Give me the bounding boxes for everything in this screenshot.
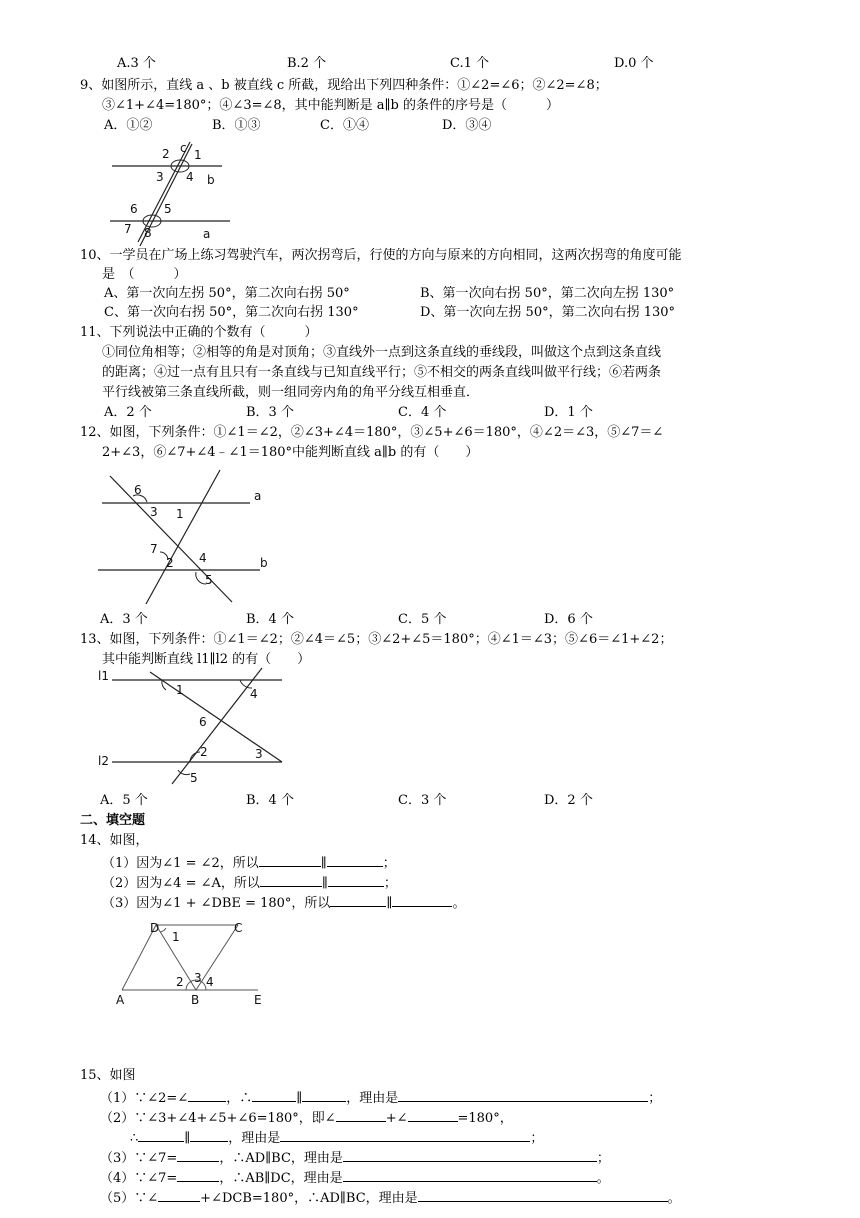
q15-item-2-cont <box>130 1128 543 1147</box>
q15-item-5-blank-reason[interactable] <box>418 1188 668 1202</box>
q8-option-c: C.1 个 <box>450 56 490 71</box>
q9-fig-label-b: b <box>207 173 215 187</box>
q15-item-5-c: 。 <box>667 1191 681 1206</box>
q9-fig-label-6: 6 <box>130 202 138 216</box>
q15-item-1-blank-2[interactable] <box>252 1088 296 1102</box>
q15-item-1-blank-3[interactable] <box>302 1088 346 1102</box>
q14-item-3-prefix: （3）因为∠1 + ∠DBE = 180°，所以 <box>102 896 331 911</box>
q15-item-2-d: ∴ <box>130 1131 139 1146</box>
q10-option-b: B、第一次向右拐 50°，第二次向左拐 130° <box>420 286 675 301</box>
q12-line2: 2+∠3，⑥∠7+∠4﹣∠1＝180°中能判断直线 a∥b 的有（ ） <box>102 445 479 460</box>
q11-line3: 的距离；④过一点有且只有一条直线与已知直线平行；⑤不相交的两条直线叫做平行线；⑥若两条 <box>102 365 662 380</box>
q11-option-b: B．3 个 <box>246 405 294 420</box>
q9-option-d: D．③④ <box>442 118 492 133</box>
q15-item-1-a: （1）∵∠2=∠ <box>100 1091 189 1106</box>
q15-item-3-c: ； <box>596 1151 610 1166</box>
q15-item-4-b: ，∴AB∥DC，理由是 <box>219 1171 343 1186</box>
q9-fig-label-3: 3 <box>156 170 164 184</box>
q15-item-2-g: ； <box>530 1131 544 1146</box>
q15-item-4-a: （4）∵∠7= <box>100 1171 178 1186</box>
q11-option-c: C．4 个 <box>398 405 447 420</box>
q9-line2: ③∠1+∠4=180°；④∠3=∠8，其中能判断是 a∥b 的条件的序号是（ ） <box>102 98 559 113</box>
q14-fig-label-2: 2 <box>176 975 184 989</box>
q15-item-3-blank-reason[interactable] <box>343 1148 597 1162</box>
q10-option-a: A、第一次向左拐 50°，第二次向右拐 50° <box>104 286 350 301</box>
q15-item-5 <box>100 1188 681 1207</box>
q12-fig-label-b: b <box>260 556 268 570</box>
q8-option-a: A.3 个 <box>117 56 156 71</box>
q9-fig-label-4: 4 <box>186 170 194 184</box>
q13-fig-label-2: 2 <box>200 745 208 759</box>
q14-item-1-prefix: （1）因为∠1 = ∠2，所以 <box>102 856 259 871</box>
q15-item-3 <box>100 1148 610 1167</box>
q15-item-4-blank-1[interactable] <box>177 1168 219 1182</box>
q8-option-d: D.0 个 <box>614 56 654 71</box>
q14-fig-label-a: A <box>116 993 125 1007</box>
q14-fig-label-d: D <box>150 921 160 935</box>
q15-item-2-a: （2）∵∠3+∠4+∠5+∠6=180°，即∠ <box>100 1111 336 1126</box>
q13-fig-label-1: 1 <box>176 683 184 697</box>
q13-line1: 13、如图，下列条件：①∠1＝∠2；②∠4＝∠5；③∠2+∠5＝180°；④∠1＝∠3；⑤∠6＝∠1+∠2； <box>80 632 673 647</box>
q14-item-2-sep: ∥ <box>321 876 328 891</box>
q12-fig-label-6: 6 <box>134 483 142 497</box>
q13-option-a: A．5 个 <box>100 793 148 808</box>
q9-fig-label-a: a <box>203 227 211 241</box>
q14-fig-label-b: B <box>191 993 200 1007</box>
q13-fig-label-4: 4 <box>250 687 258 701</box>
q14-item-1-sep: ∥ <box>320 856 327 871</box>
q15-item-1-d: ，理由是 <box>346 1091 399 1106</box>
q15-item-2 <box>100 1108 513 1127</box>
q14-item-3-end: 。 <box>452 896 466 911</box>
q13-fig-label-5: 5 <box>190 771 198 785</box>
q15-item-1-blank-reason[interactable] <box>398 1088 648 1102</box>
q15-item-2-e: ∥ <box>184 1131 191 1146</box>
q15-item-2-blank-reason[interactable] <box>280 1128 530 1142</box>
q10-option-d: D、第一次向左拐 50°，第二次向右拐 130° <box>420 305 676 320</box>
q11-line4: 平行线被第三条直线所截，则一组同旁内角的角平分线互相垂直． <box>102 385 480 400</box>
q14-fig-label-1: 1 <box>172 930 180 944</box>
q15-item-2-blank-1[interactable] <box>336 1108 386 1122</box>
q15-item-3-b: ，∴AD∥BC，理由是 <box>219 1151 343 1166</box>
q9-fig-label-5: 5 <box>164 202 172 216</box>
q15-item-4-c: 。 <box>596 1171 610 1186</box>
q15-item-1-b: ，∴ <box>226 1091 253 1106</box>
q13-line2: 其中能判断直线 l1∥l2 的有（ ） <box>102 652 311 667</box>
q15-item-5-b: +∠DCB=180°，∴AD∥BC，理由是 <box>200 1191 418 1206</box>
q15-item-2-blank-4[interactable] <box>190 1128 228 1142</box>
q15-item-2-b: +∠ <box>385 1111 408 1126</box>
q13-fig-label-l2: l2 <box>98 754 109 768</box>
q11-option-d: D．1 个 <box>544 405 593 420</box>
q14-item-2-prefix: （2）因为∠4 = ∠A，所以 <box>102 876 260 891</box>
q12-option-a: A．3 个 <box>100 612 148 627</box>
q13-fig-label-6: 6 <box>199 715 207 729</box>
q9-fig-label-c: c <box>180 141 187 155</box>
q15-item-2-blank-2[interactable] <box>408 1108 458 1122</box>
q9-fig-label-2: 2 <box>162 147 170 161</box>
q15-item-3-blank-1[interactable] <box>177 1148 219 1162</box>
q14-fig-label-4: 4 <box>206 975 214 989</box>
q15-item-3-a: （3）∵∠7= <box>100 1151 178 1166</box>
q15-item-2-blank-3[interactable] <box>138 1128 184 1142</box>
q15-item-1-e: ； <box>648 1091 662 1106</box>
q12-fig-label-2: 2 <box>166 556 174 570</box>
q9-fig-label-8: 8 <box>144 226 152 240</box>
q15-item-5-blank-1[interactable] <box>158 1188 200 1202</box>
section-title-fill-in: 二、填空题 <box>80 813 146 828</box>
q13-option-d: D．2 个 <box>544 793 593 808</box>
q15-item-5-a: （5）∵∠ <box>100 1191 159 1206</box>
q14-fig-label-3: 3 <box>194 971 202 985</box>
q9-fig-label-1: 1 <box>194 148 202 162</box>
q14-fig-label-c: C <box>234 921 243 935</box>
q12-line1: 12、如图，下列条件：①∠1＝∠2，②∠3+∠4＝180°，③∠5+∠6＝180°，④∠2＝∠3，⑤∠7＝∠ <box>80 425 664 440</box>
q15-item-2-c: =180°， <box>457 1111 513 1126</box>
q14-item-2-end: ； <box>383 876 397 891</box>
q15-item-1-c: ∥ <box>296 1091 303 1106</box>
q9-fig-label-7: 7 <box>124 222 132 236</box>
q10-option-c: C、第一次向右拐 50°，第二次向右拐 130° <box>104 305 359 320</box>
q12-option-c: C．5 个 <box>398 612 447 627</box>
q9-option-c: C．①④ <box>320 118 369 133</box>
q12-fig-label-3: 3 <box>150 505 158 519</box>
q12-option-b: B．4 个 <box>246 612 294 627</box>
q15-item-1-blank-1[interactable] <box>188 1088 226 1102</box>
q9-option-b: B．①③ <box>212 118 261 133</box>
q9-option-a: A．①② <box>104 118 153 133</box>
q13-option-b: B．4 个 <box>246 793 294 808</box>
q12-fig-label-a: a <box>254 489 262 503</box>
q11-option-a: A．2 个 <box>104 405 152 420</box>
q12-fig-label-1: 1 <box>176 507 184 521</box>
q8-option-b: B.2 个 <box>287 56 327 71</box>
q15-item-4 <box>100 1168 610 1187</box>
q13-fig-label-3: 3 <box>255 747 263 761</box>
q10-line2: 是 （ ） <box>102 267 187 282</box>
q15-item-4-blank-reason[interactable] <box>343 1168 597 1182</box>
q11-line1: 11、下列说法中正确的个数有（ ） <box>80 325 318 340</box>
q12-option-d: D．6 个 <box>544 612 593 627</box>
q13-fig-label-l1: l1 <box>98 669 109 683</box>
q14-fig-label-e: E <box>254 993 262 1007</box>
q14-title: 14、如图， <box>80 833 149 848</box>
q15-item-2-f: ，理由是 <box>228 1131 281 1146</box>
q11-line2: ①同位角相等；②相等的角是对顶角；③直线外一点到这条直线的垂线段，叫做这个点到这条直线 <box>102 345 662 360</box>
q12-fig-label-4: 4 <box>199 551 207 565</box>
q12-fig-label-5: 5 <box>205 573 213 587</box>
q13-option-c: C．3 个 <box>398 793 447 808</box>
q12-fig-label-7: 7 <box>150 542 158 556</box>
q10-line1: 10、一学员在广场上练习驾驶汽车，两次拐弯后，行使的方向与原来的方向相同，这两次拐弯的角度可能 <box>80 248 682 263</box>
q15-item-1 <box>100 1088 661 1107</box>
q14-item-1-end: ； <box>382 856 396 871</box>
q14-item-3-sep: ∥ <box>386 896 393 911</box>
q15-title: 15、如图 <box>80 1068 136 1083</box>
q9-line1: 9、如图所示，直线 a 、b 被直线 c 所截，现给出下列四种条件：①∠2=∠6；②∠2=∠8； <box>80 78 608 93</box>
